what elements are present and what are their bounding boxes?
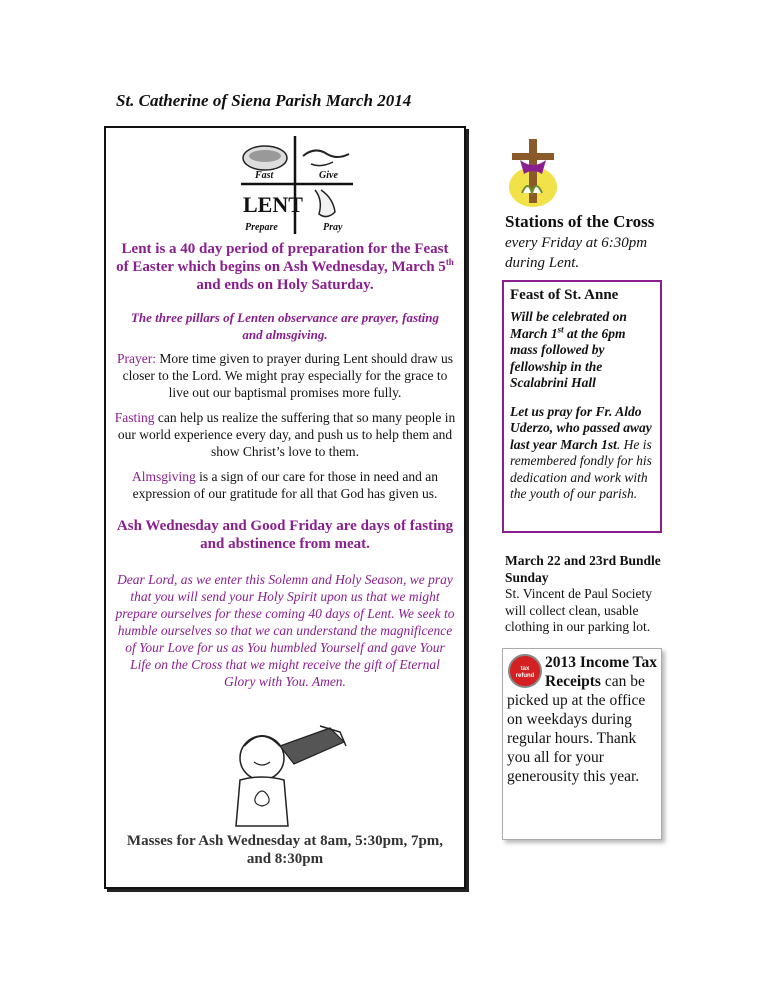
ash-wednesday-heading: Ash Wednesday and Good Friday are days of fasting and abstinence from meat. xyxy=(116,518,454,552)
tax-receipts-text: 2013 Income Tax Receipts can be picked up at the office on weekdays during regular hours. Thank you all for your generousity this year. xyxy=(507,654,657,785)
svg-text:Pray: Pray xyxy=(323,222,343,233)
lent-logo-image xyxy=(231,134,359,236)
ash-wednesday-masses: Masses for Ash Wednesday at 8am, 5:30pm, 7pm, and 8:30pm xyxy=(126,833,444,867)
feast-st-anne-title: Feast of St. Anne xyxy=(510,287,619,303)
tax-refund-button-icon xyxy=(507,653,543,689)
lent-intro: Lent is a 40 day period of preparation for the Feast of Easter which begins on Ash Wednesday, March 5th and ends on Holy Saturday. xyxy=(116,241,454,293)
ash-cross-illustration xyxy=(224,720,354,830)
feast-st-anne-box xyxy=(502,280,662,533)
bundle-sunday-text: St. Vincent de Paul Society will collect clean, usable clothing in our parking lot. xyxy=(505,586,653,634)
svg-text:refund: refund xyxy=(515,673,535,679)
prayer-paragraph: Prayer: More time given to prayer during Lent should draw us closer to the Lord. We might pray especially for the grace to live out our baptismal promises more fully. xyxy=(117,351,453,400)
tax-receipts-box xyxy=(502,648,662,840)
svg-text:tax: tax xyxy=(520,666,530,672)
cross-icon xyxy=(502,137,564,209)
svg-text:Give: Give xyxy=(319,170,338,181)
page-title: St. Catherine of Siena Parish March 2014 xyxy=(116,91,412,110)
svg-text:Prepare: Prepare xyxy=(245,222,278,233)
lent-box xyxy=(104,126,466,889)
svg-text:Fast: Fast xyxy=(255,170,274,181)
bundle-sunday xyxy=(505,553,665,636)
fasting-paragraph: Fasting can help us realize the suffering that so many people in our world experience every day, and push us to help them and show Christ’s love to them. xyxy=(114,410,456,459)
bundle-sunday-title: March 22 and 23rd Bundle Sunday xyxy=(505,553,661,585)
almsgiving-paragraph: Almsgiving is a sign of our care for those in need and an expression of our gratitude for all that God has given us. xyxy=(132,469,438,501)
svg-text:LENT: LENT xyxy=(243,192,303,217)
three-pillars: The three pillars of Lenten observance are prayer, fasting and almsgiving. xyxy=(130,310,439,342)
stations-of-the-cross: Stations of the Cross every Friday at 6:30pm during Lent. xyxy=(505,212,655,271)
lenten-prayer: Dear Lord, as we enter this Solemn and Holy Season, we pray that you will send your Holy Spirit upon us that we might prepare ourselves for these coming 40 days of Lent. We seek to humble ourselves so that we can understand the magnificence of Your Love for us as You humbled Yourself and gave Your Life on the Cross that we might receive the gift of Eternal Glory with You. Amen. xyxy=(115,572,455,689)
fr-aldo-memorial: Let us pray for Fr. Aldo Uderzo, who passed away last year March 1st. He is remembered fondly for his dedication and work with the youth of our parish. xyxy=(510,403,652,501)
feast-st-anne-text: Will be celebrated on March 1st at the 6pm mass followed by fellowship in the Scalabrini Hall xyxy=(510,309,627,390)
